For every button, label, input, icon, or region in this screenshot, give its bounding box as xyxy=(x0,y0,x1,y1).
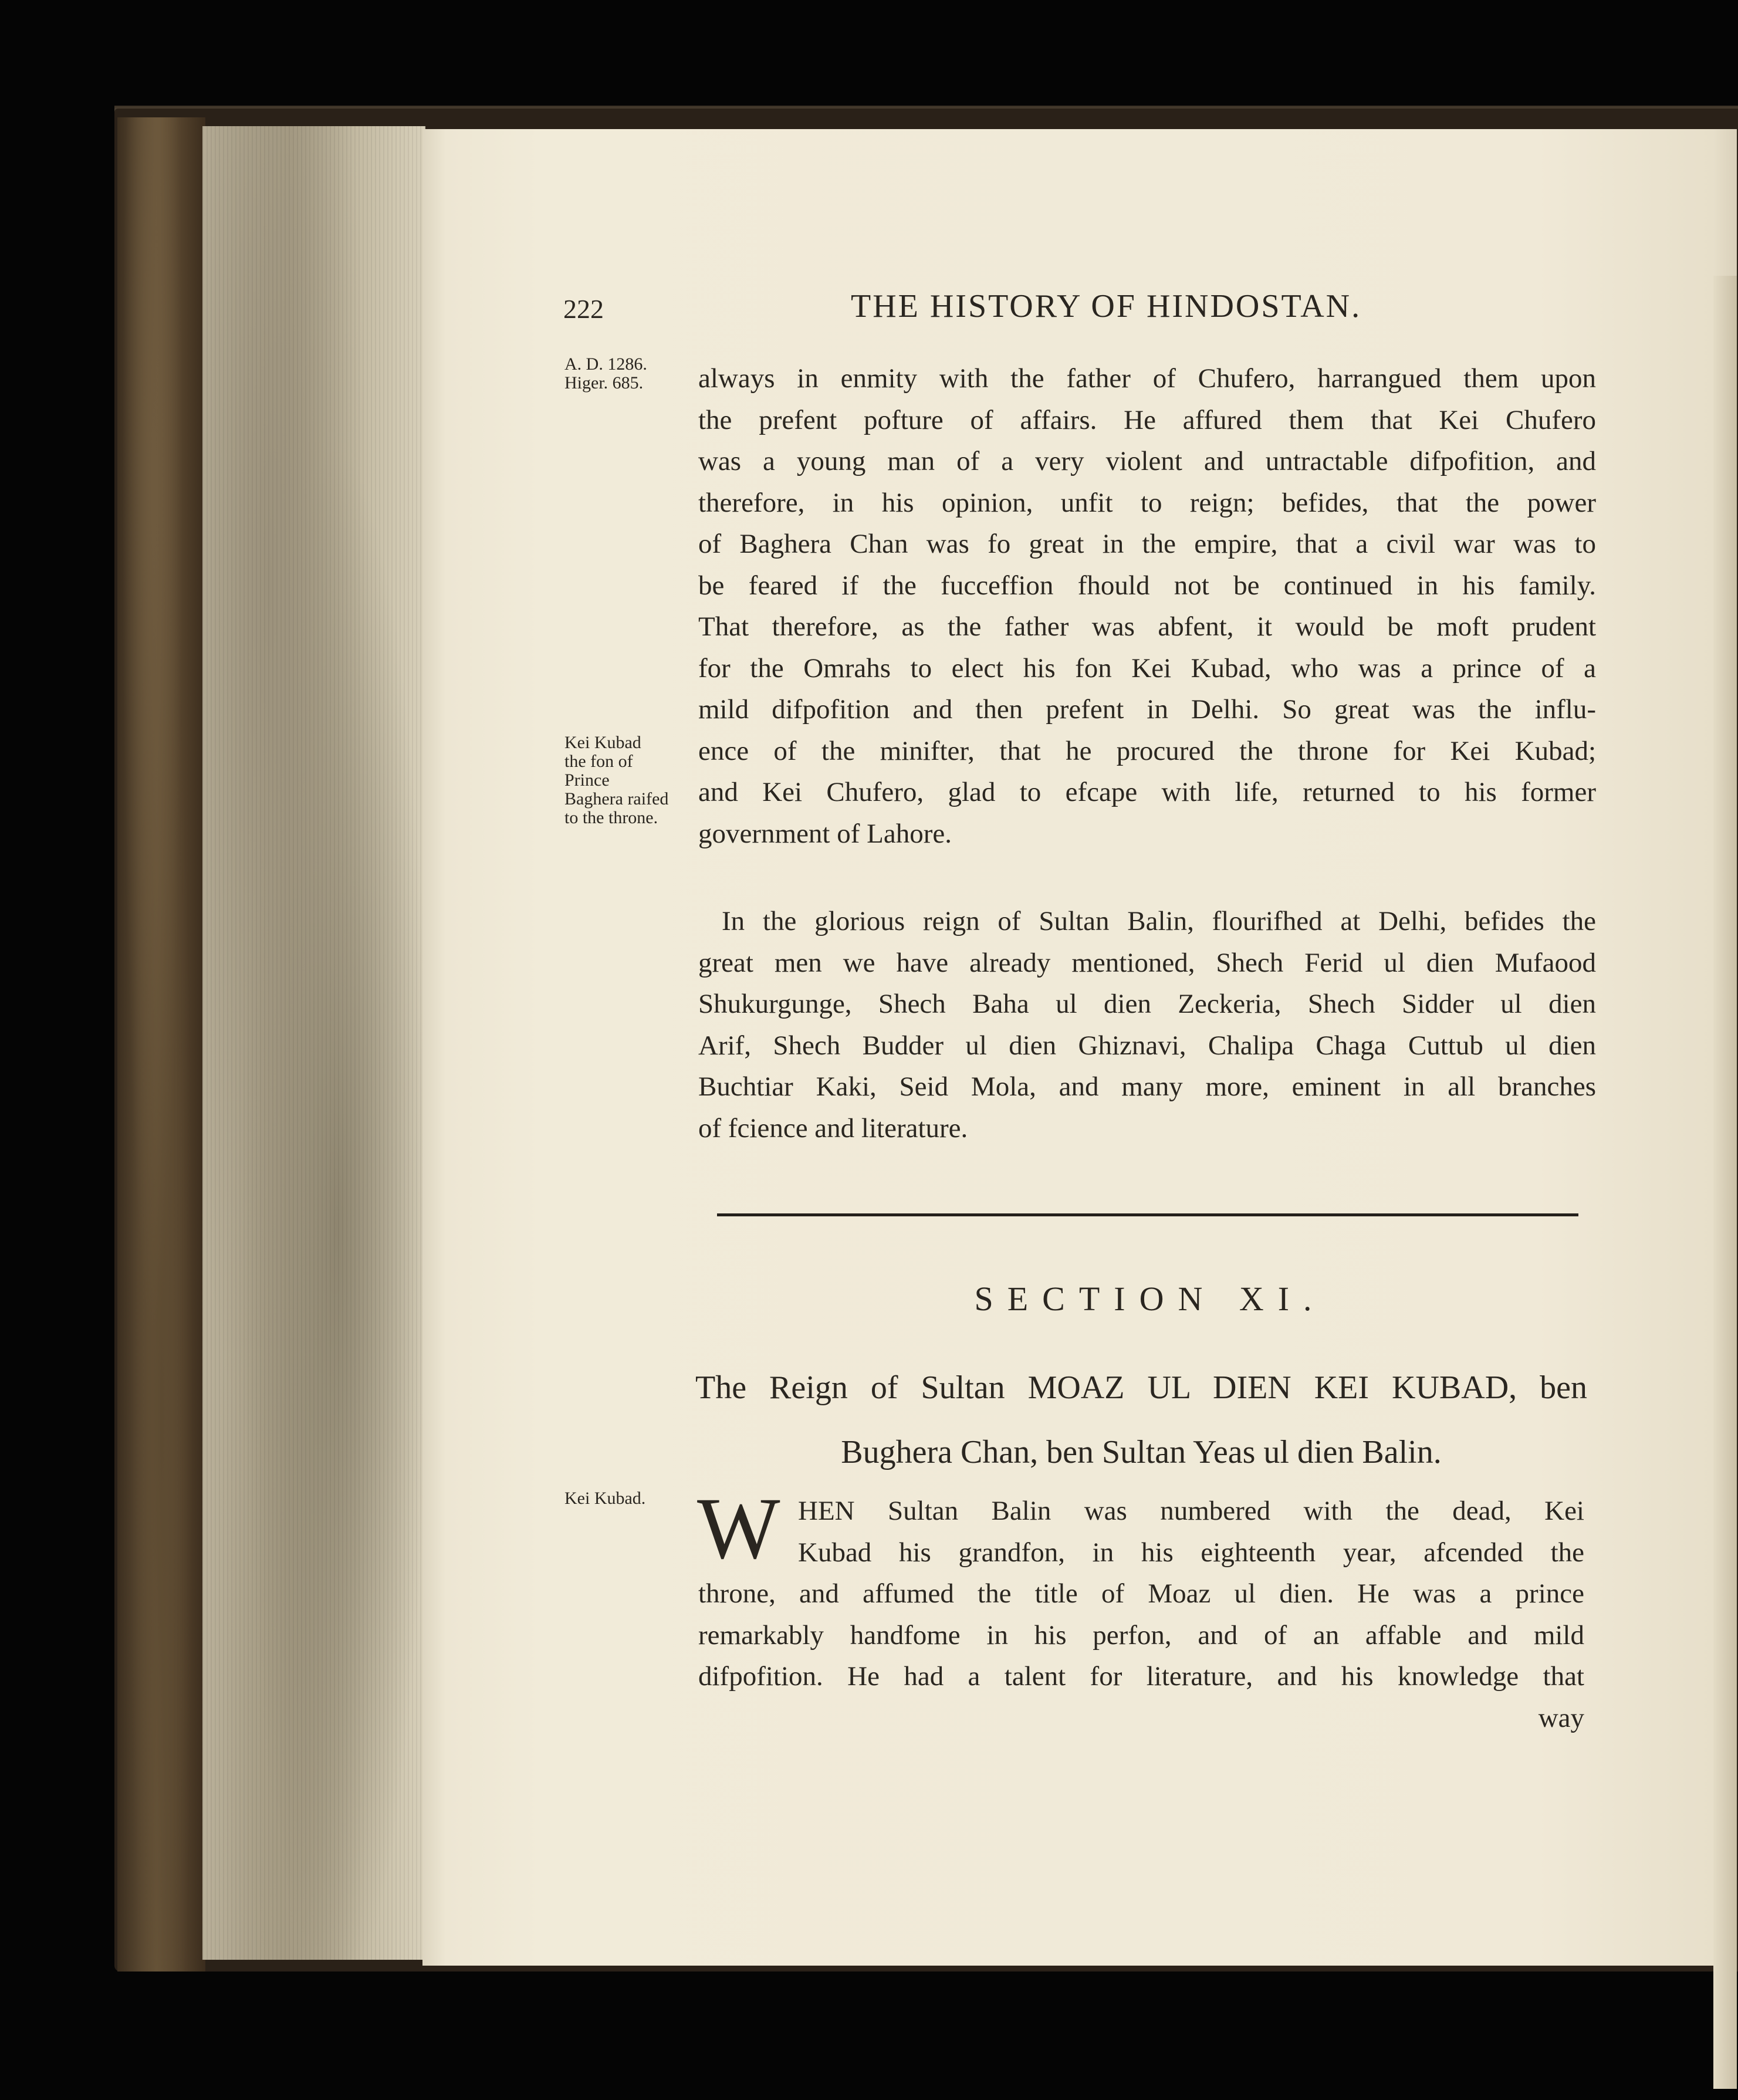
chapter-title-line-2: Bughera Chan, ben Sultan Yeas ul dien Balin. xyxy=(841,1434,1442,1470)
section-heading: SECTION XI. xyxy=(974,1280,1326,1318)
running-head-title: THE HISTORY OF HINDOSTAN. xyxy=(851,288,1362,324)
page-edges xyxy=(202,126,425,1960)
text-line: and Kei Chufero, glad to efcape with life, returned to his former xyxy=(698,777,1596,807)
section-divider-rule xyxy=(717,1213,1578,1216)
margin-note-line: Kei Kubad. xyxy=(564,1489,646,1508)
text-line: Arif, Shech Budder ul dien Ghiznavi, Chalipa Chaga Cuttub ul dien xyxy=(698,1030,1596,1061)
text-line: always in enmity with the father of Chufero, harrangued them upon xyxy=(698,363,1596,394)
margin-note-line: Baghera raifed xyxy=(564,789,669,809)
text-line: great men we have already mentioned, Shech Ferid ul dien Mufaood xyxy=(698,947,1596,978)
text-line: of Baghera Chan was fo great in the empire, that a civil war was to xyxy=(698,529,1596,559)
margin-note-line: Higer. 685. xyxy=(564,373,644,393)
text-line: Shukurgunge, Shech Baha ul dien Zeckeria, Shech Sidder ul dien xyxy=(698,989,1596,1019)
text-line: In the glorious reign of Sultan Balin, flourifhed at Delhi, befides the xyxy=(722,906,1596,936)
text-line: Kubad his grandfon, in his eighteenth year, afcended the xyxy=(798,1537,1584,1568)
text-line: mild difpofition and then prefent in Delhi. So great was the influ- xyxy=(698,694,1596,725)
margin-note-line: to the throne. xyxy=(564,808,658,827)
text-line: be feared if the fucceffion fhould not be continued in his family. xyxy=(698,570,1596,601)
text-line: of fcience and literature. xyxy=(698,1112,968,1144)
book-spine-edge xyxy=(117,117,205,1972)
catchword: way xyxy=(1538,1702,1584,1733)
paragraph-3 xyxy=(698,1573,1584,1739)
text-line: HEN Sultan Balin was numbered with the dead, Kei xyxy=(798,1496,1584,1526)
text-line: That therefore, as the father was abfent, it would be moft prudent xyxy=(698,611,1596,642)
chapter-title xyxy=(695,1355,1587,1484)
text-line: difpofition. He had a talent for literature, and his knowledge that xyxy=(698,1661,1584,1692)
paragraph-3-indented xyxy=(798,1490,1584,1573)
text-line: was a young man of a very violent and untractable difpofition, and xyxy=(698,446,1596,476)
text-line: throne, and affumed the title of Moaz ul dien. He was a prince xyxy=(698,1578,1584,1609)
page-gutter-shadow xyxy=(1713,276,1737,2089)
margin-note-kei-kubad xyxy=(564,1489,694,1508)
text-line: for the Omrahs to elect his fon Kei Kubad, who was a prince of a xyxy=(698,652,1596,684)
margin-note-line: Kei Kubad xyxy=(564,733,641,752)
text-line: government of Lahore. xyxy=(698,818,952,849)
margin-note-kei-kubad-raised xyxy=(564,733,694,827)
paragraph-2 xyxy=(698,901,1596,1149)
margin-note-line: A. D. 1286. xyxy=(564,354,647,374)
drop-cap: W xyxy=(697,1480,780,1577)
text-line: therefore, in his opinion, unfit to reign; befides, that the power xyxy=(698,487,1596,518)
paragraph-1 xyxy=(698,358,1596,854)
text-line: ence of the minifter, that he procured the throne for Kei Kubad; xyxy=(698,735,1596,766)
margin-note-line: Prince xyxy=(564,770,610,790)
text-line: remarkably handfome in his perfon, and of an affable and mild xyxy=(698,1619,1584,1651)
margin-note-line: the fon of xyxy=(564,752,633,771)
text-line: the prefent pofture of affairs. He affured them that Kei Chufero xyxy=(698,404,1596,435)
margin-note-date xyxy=(564,355,694,393)
running-head xyxy=(563,288,1584,334)
chapter-title-line-1: The Reign of Sultan MOAZ UL DIEN KEI KUBAD, ben xyxy=(695,1369,1587,1406)
text-line: Buchtiar Kaki, Seid Mola, and many more, eminent in all branches xyxy=(698,1071,1596,1102)
page-number: 222 xyxy=(563,294,604,324)
